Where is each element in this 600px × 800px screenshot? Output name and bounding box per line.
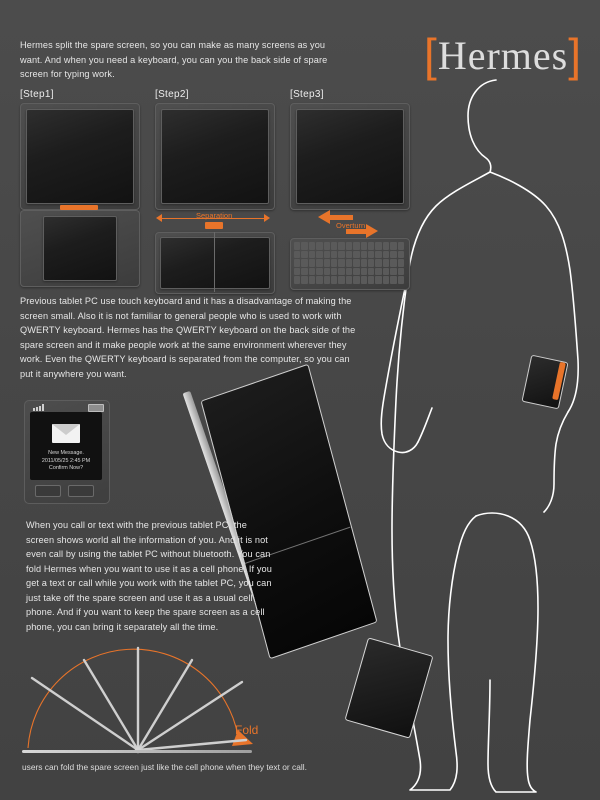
fold-label: Fold	[235, 723, 259, 737]
separation-label: Separation	[196, 211, 233, 220]
signal-bars-icon	[33, 404, 44, 411]
overturn-arrow-right-icon	[366, 224, 378, 238]
tablet-paragraph: Previous tablet PC use touch keyboard and it has a disadvantage of making the screen small. Also it is not familiar to general people who is used to work with QWERTY keyboard. Hermes has the QWERTY keyboard on the back side of the spare screen and it make people work at the same environment wherever they work. Even the QWERTY keyboard is separated from the computer, so you can put it anywhere you want.	[20, 296, 356, 379]
fold-caption: users can fold the spare screen just like the cell phone when they text or call.	[22, 762, 307, 772]
call-paragraph: When you call or text with the previous tablet PC, the screen shows world all the information of you. And it is not even call by using the tablet PC without bluetooth. You can fold Hermes when you want to use it as a cell phone. If you get a text or call while you work with the tablet PC, you can just take off the spare screen and use it as a usual cell phone. And if you want to keep the spare screen as a cell phone, you can bring it separately all the time.	[26, 520, 272, 632]
intro-paragraph: Hermes split the spare screen, so you can make as many screens as you want. And when you need a keyboard, you can you the back side of spare screen for typing work.	[20, 40, 328, 79]
held-spare-screen	[344, 637, 433, 738]
brand-left-bracket: [	[424, 29, 438, 81]
phone-button-right[interactable]	[68, 485, 94, 497]
step1-label: [Step1]	[20, 89, 54, 100]
step1-screen	[26, 109, 134, 204]
step2-spare-screen	[160, 237, 270, 289]
step1-spare-screen	[43, 216, 117, 281]
step3-label: [Step3]	[290, 89, 324, 100]
overturn-bar-top	[329, 215, 353, 220]
step2-screen	[161, 109, 269, 204]
message-timestamp: 2011/05/25 2:45 PM	[41, 457, 91, 464]
envelope-icon	[52, 424, 80, 443]
fold-diagram	[10, 640, 300, 760]
step2-connector-accent	[205, 222, 223, 229]
battery-icon	[88, 404, 104, 412]
brand-right-bracket: ]	[568, 29, 582, 81]
brand-name: Hermes	[437, 33, 569, 78]
fold-base-bar	[22, 750, 252, 753]
step2-label: [Step2]	[155, 89, 189, 100]
phone-button-left[interactable]	[35, 485, 61, 497]
step1-connector-accent	[60, 205, 98, 210]
step2-split-divider	[214, 232, 215, 292]
qwerty-keyboard-keys	[294, 242, 404, 284]
step3-screen	[296, 109, 404, 204]
overturn-label: Overturn	[336, 221, 366, 230]
separation-arrow-left-icon	[156, 214, 162, 222]
message-title: New Message.	[48, 450, 84, 456]
message-action: Confirm Now?	[48, 465, 84, 471]
separation-arrow-right-icon	[264, 214, 270, 222]
brand-wordmark	[424, 28, 582, 82]
